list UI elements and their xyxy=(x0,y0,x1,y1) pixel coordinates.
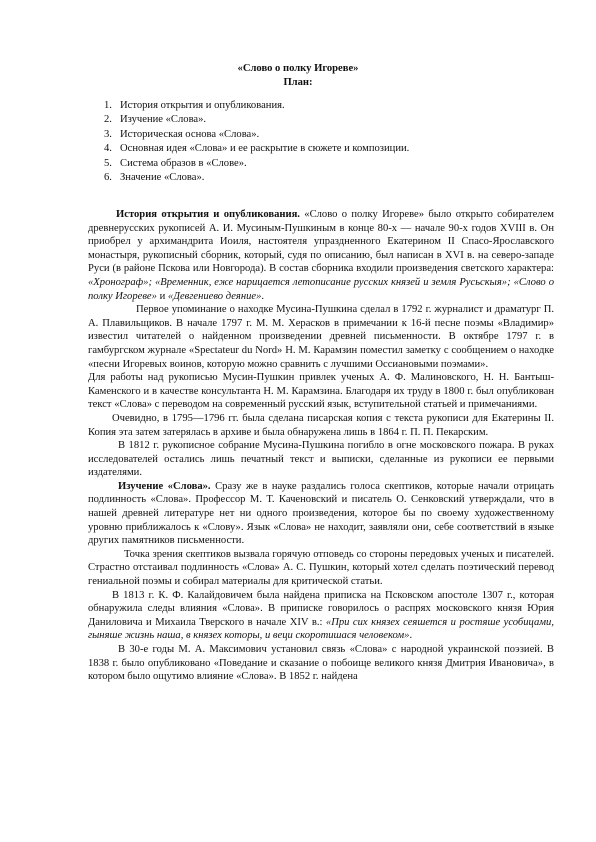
plan-item: 1. История открытия и опубликования. xyxy=(104,100,285,111)
plan-item: 6. Значение «Слова». xyxy=(104,171,205,183)
document-title: «Слово о полку Игореве» xyxy=(237,63,359,74)
paragraph: В 1812 г. рукописное собрание Мусина-Пушкина погибло в огне московского пожара. В руках исследователей остались лишь печатный текст и выписки, сделанные из рукописи ее первыми издателями. xyxy=(88,440,554,479)
plan-item: 4. Основная идея «Слова» и ее раскрытие в сюжете и композиции. xyxy=(104,143,410,155)
plan-item: 5. Система образов в «Слове». xyxy=(104,157,247,169)
plan-item: 3. Историческая основа «Слова». xyxy=(104,128,260,140)
paragraph-history: История открытия и опубликования. «Слово о полку Игореве» было открыто собирателем древнерусских рукописей А. И. Мусиным-Пушкиным в конце 80-х — начале 90-х годов XVIII в. Он приобрел у архимандрита Иоиля, настоятеля упраздненного Екатерином II Спасо-Ярославского монастыря, рукописный сборник, который, судя по описанию, был написан в XVI в. на северо-западе Руси (в районе Пскова или Новгорода). В состав сборника входили произведения светского характера: «Хронограф»; «Временник, еже нарицается летописание русских князей и земля Русьскыя»; «Слово о полку Игореве» и «Девгениево деяние». xyxy=(88,209,554,302)
plan-heading: План: xyxy=(283,77,313,88)
paragraph: Первое упоминание о находке Мусина-Пушкина сделал в 1792 г. журналист и драматург П. А. Плавильщиков. В начале 1797 г. М. М. Херасков в примечании к 16-й песне поэмы «Владимир» известил читателей о найденном произведении древней письменности. В октябре 1797 г. в гамбургском журнале «Spectateur du Nord» Н. М. Карамзин поместил заметку с сообщением о находке «песни Игоревых воинов, которую можно сравнить с лучшими Оссиановыми поэмами». xyxy=(88,304,554,370)
paragraph: В 1813 г. К. Ф. Калайдовичем была найдена приписка на Псковском апостоле 1307 г., которая обнаружила следы влияния «Слова». В приписке говорилось о распрях московского князя Юрия Даниловича и Михаила Тверского в начале XIV в.: «При сих князех сеяшется и ростяше усобицами, гыняше жизнь наша, в князех которы, и веци скоротишася человеком». xyxy=(88,589,554,642)
paragraph: В 30-е годы М. А. Максимович установил связь «Слова» с народной украинской поэзией. В 1838 г. было опубликовано «Поведание и сказание о побоище великого князя Дмитрия Ивановича», в котором было ощутимо влияние «Слова». В 1852 г. найдена xyxy=(88,644,554,683)
plan-list xyxy=(104,99,409,185)
paragraph: Очевидно, в 1795—1796 гг. была сделана писарская копия с текста рукописи для Екатерины II. Копия эта затем затерялась в архиве и была обнаружена лишь в 1864 г. П. П. Пекарским. xyxy=(88,412,554,438)
paragraph: Точка зрения скептиков вызвала горячую отповедь со стороны передовых ученых и писателей. Страстно отстаивал подлинность «Слова» А. С. Пушкин, который хотел сделать поэтический перевод гениальной поэмы и собирал материалы для критической статьи. xyxy=(88,548,554,588)
paragraph: Для работы над рукописью Мусин-Пушкин привлек ученых А. Ф. Малиновского, Н. Н. Бантыш-Каменского и в качестве консультанта Н. М. Карамзина. Благодаря их труду в 1800 г. был опубликован текст «Слова» с переводом на современный русский язык, вступительной статьей и примечаниями. xyxy=(88,372,554,411)
section-heading-history: История открытия и опубликования. xyxy=(116,209,300,220)
document-body xyxy=(88,208,554,684)
section-heading-study: Изучение «Слова». xyxy=(118,480,211,492)
paragraph-study: Изучение «Слова». Сразу же в науке раздались голоса скептиков, которые начали отрицать подлинность «Слова». Профессор М. Т. Каченовский и писатель О. Сенковский утверждали, что в нашей древней литературе нет ни одного произведения, которое бы по своему художественному уровню приближалось к «Слову». Язык «Слова» не находит, заявляли они, себе соответствий в языке других памятников письменности. xyxy=(88,480,554,547)
plan-item: 2. Изучение «Слова». xyxy=(104,114,207,126)
